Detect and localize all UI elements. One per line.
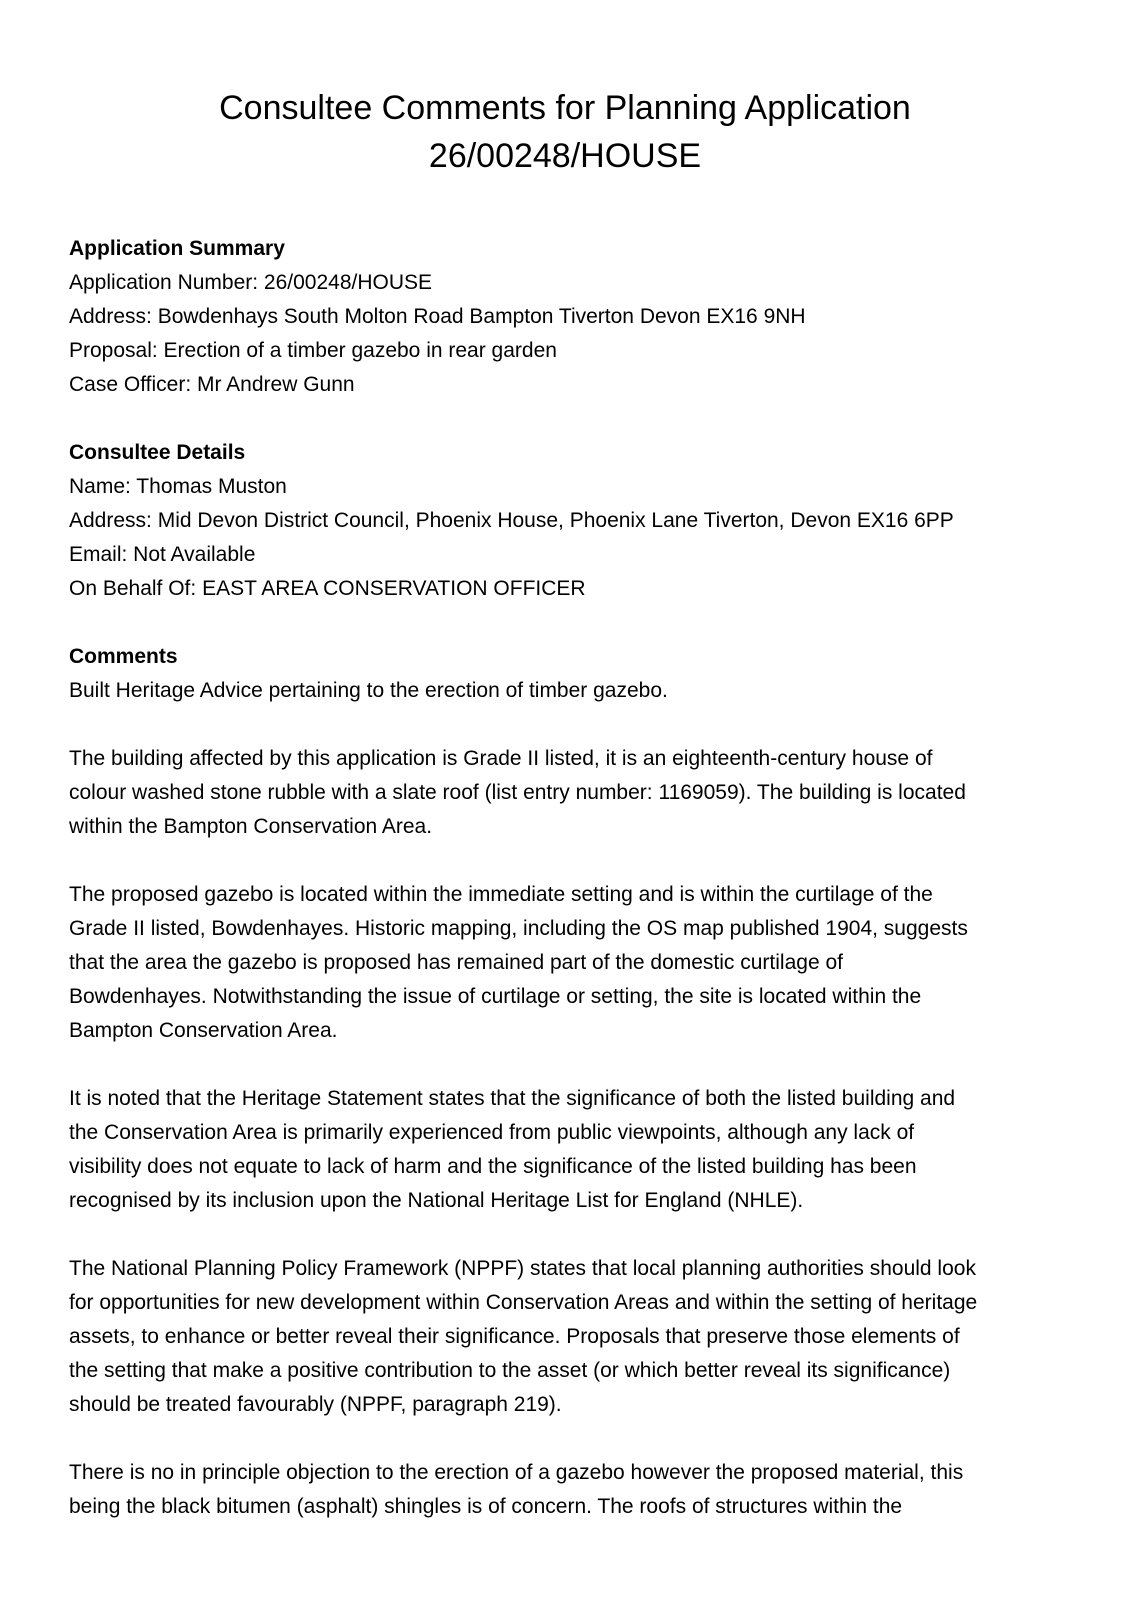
comment-paragraph [69,742,1069,844]
comment-line: the setting that make a positive contribution to the asset (or which better reveal its significance) [69,1359,951,1382]
comment-line: Grade II listed, Bowdenhayes. Historic mapping, including the OS map published 1904, suggests [69,917,968,940]
comment-paragraph [69,1082,1069,1218]
comment-line: Bowdenhayes. Notwithstanding the issue of curtilage or setting, the site is located within the [69,985,922,1008]
application-number: Application Number: 26/00248/HOUSE [69,271,433,294]
comment-line: It is noted that the Heritage Statement states that the significance of both the listed building and [69,1087,956,1110]
comment-line: within the Bampton Conservation Area. [69,815,433,838]
title-line-2: 26/00248/HOUSE [428,137,702,175]
comment-line: that the area the gazebo is proposed has remained part of the domestic curtilage of [69,951,843,974]
comment-line: visibility does not equate to lack of harm and the significance of the listed building has been [69,1155,917,1178]
comment-line: There is no in principle objection to the erection of a gazebo however the proposed material, this [69,1461,964,1484]
comment-line: assets, to enhance or better reveal their significance. Proposals that preserve those elements of [69,1325,960,1348]
comments-heading: Comments [69,645,178,668]
comment-line: The proposed gazebo is located within the immediate setting and is within the curtilage of the [69,883,933,906]
comment-line: The building affected by this application is Grade II listed, it is an eighteenth-century house of [69,747,933,770]
application-proposal: Proposal: Erection of a timber gazebo in rear garden [69,339,557,362]
comment-line: the Conservation Area is primarily experienced from public viewpoints, although any lack of [69,1121,915,1144]
application-summary-section [69,232,1069,402]
comment-paragraph [69,674,1069,708]
consultee-address: Address: Mid Devon District Council, Phoenix House, Phoenix Lane Tiverton, Devon EX16 6PP [69,509,954,532]
comment-paragraph [69,1456,1069,1524]
consultee-details-section [69,436,1069,606]
comment-line: for opportunities for new development within Conservation Areas and within the setting of heritage [69,1291,978,1314]
comment-line: colour washed stone rubble with a slate roof (list entry number: 1169059). The building is located [69,781,966,804]
comment-paragraph [69,878,1069,1048]
comment-line: The National Planning Policy Framework (NPPF) states that local planning authorities should look [69,1257,976,1280]
document-body [69,232,1069,1558]
comments-paragraphs [69,674,1069,1524]
comment-line: recognised by its inclusion upon the National Heritage List for England (NHLE). [69,1189,804,1212]
consultee-on-behalf-of: On Behalf Of: EAST AREA CONSERVATION OFFICER [69,577,586,600]
application-summary-heading: Application Summary [69,237,285,260]
comment-line: Bampton Conservation Area. [69,1019,338,1042]
case-officer: Case Officer: Mr Andrew Gunn [69,373,355,396]
comment-line: Built Heritage Advice pertaining to the erection of timber gazebo. [69,679,668,702]
consultee-name: Name: Thomas Muston [69,475,287,498]
consultee-details-heading: Consultee Details [69,441,246,464]
page-title [0,84,1130,180]
comment-line: being the black bitumen (asphalt) shingles is of concern. The roofs of structures within the [69,1495,903,1518]
comment-line: should be treated favourably (NPPF, paragraph 219). [69,1393,562,1416]
consultee-email: Email: Not Available [69,543,256,566]
application-address: Address: Bowdenhays South Molton Road Bampton Tiverton Devon EX16 9NH [69,305,806,328]
title-line-1: Consultee Comments for Planning Application [219,89,911,127]
comments-section [69,640,1069,1524]
comment-paragraph [69,1252,1069,1422]
